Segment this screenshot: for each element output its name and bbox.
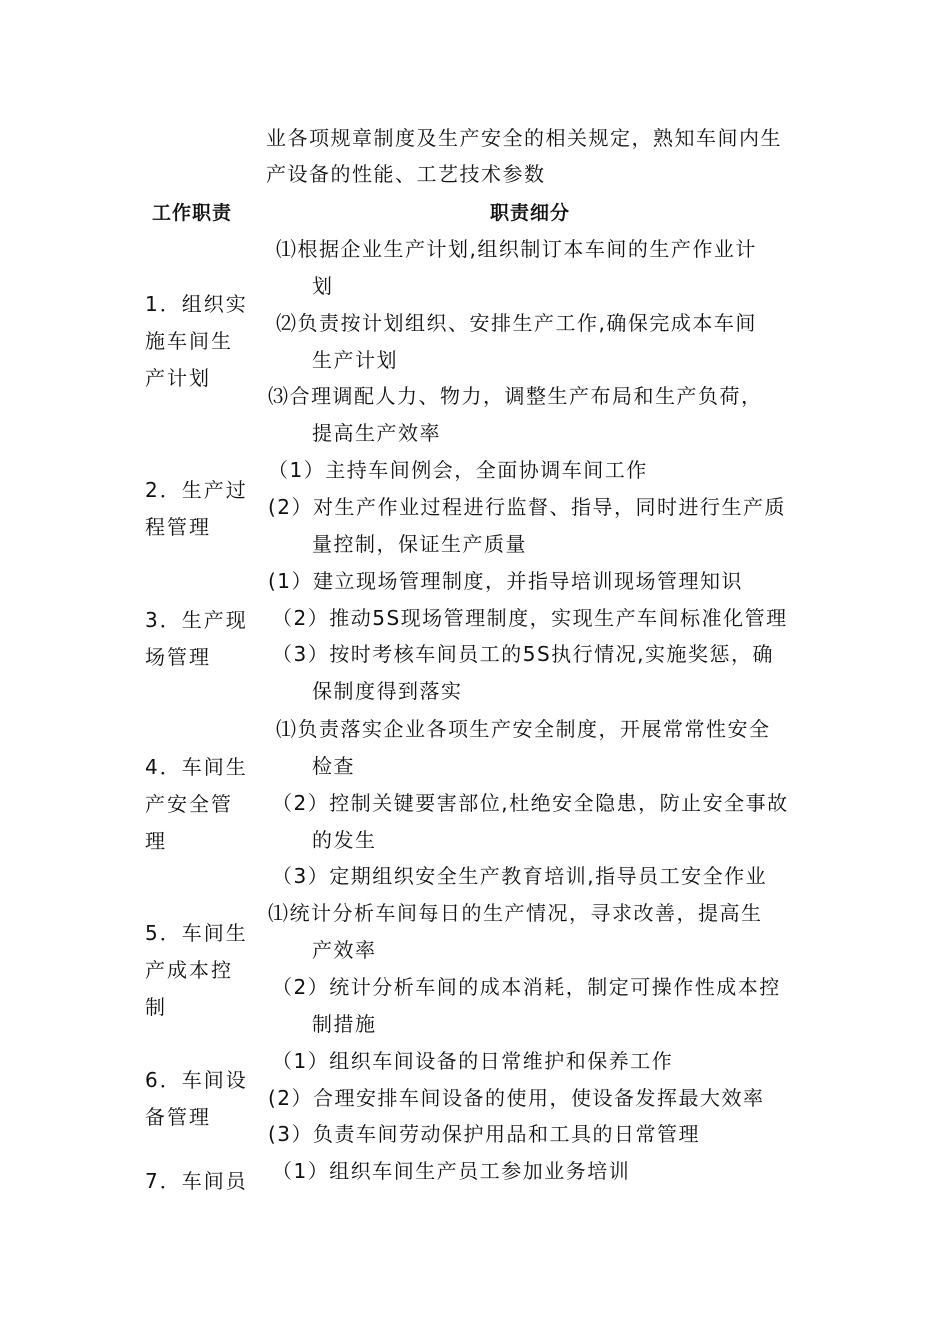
header-duty-details: 职责细分 [490, 202, 571, 224]
item-1-3: ⑶合理调配人力、物力，调整生产布局和生产负荷， [268, 384, 763, 408]
category-2 [145, 472, 253, 546]
item-3-3: （3）按时考核车间员工的5S执行情况,实施奖惩，确 [272, 642, 775, 666]
category-3 [145, 602, 253, 676]
intro-line-1: 业各项规章制度及生产安全的相关规定，熟知车间内生 [266, 126, 782, 150]
item-2-1: （1）主持车间例会，全面协调车间工作 [268, 458, 648, 482]
item-6-2: (2）合理安排车间设备的使用，使设备发挥最大效率 [268, 1086, 765, 1110]
category-4-line: 4．车间生 [145, 755, 248, 779]
item-6-1: （1）组织车间设备的日常维护和保养工作 [272, 1049, 674, 1073]
item-1-3-cont: 提高生产效率 [312, 421, 441, 445]
item-1-1-cont: 划 [312, 274, 334, 298]
item-3-2: （2）推动5S现场管理制度，实现生产车间标准化管理 [272, 606, 788, 630]
category-7 [145, 1163, 253, 1200]
item-5-2: （2）统计分析车间的成本消耗，制定可操作性成本控 [272, 975, 781, 999]
category-1 [145, 286, 253, 397]
item-6-3: (3）负责车间劳动保护用品和工具的日常管理 [268, 1122, 701, 1146]
item-1-2: ⑵负责按计划组织、安排生产工作,确保完成本车间 [276, 311, 757, 335]
category-3-line: 场管理 [145, 645, 211, 669]
header-duties: 工作职责 [152, 202, 233, 224]
category-3-line: 3．生产现 [145, 608, 248, 632]
category-1-line: 1．组织实 [145, 292, 248, 316]
category-4-line: 理 [145, 829, 167, 853]
item-3-3-cont: 保制度得到落实 [312, 679, 463, 703]
category-1-line: 施车间生 [145, 329, 233, 353]
item-4-2: （2）控制关键要害部位,杜绝安全隐患，防止安全事故 [272, 791, 789, 815]
item-4-1: ⑴负责落实企业各项生产安全制度，开展常常性安全 [276, 717, 771, 741]
item-5-1: ⑴统计分析车间每日的生产情况，寻求改善，提高生 [268, 901, 763, 925]
item-2-2-cont: 量控制，保证生产质量 [312, 532, 527, 556]
intro-line-2: 产设备的性能、工艺技术参数 [266, 162, 546, 186]
category-2-line: 程管理 [145, 515, 211, 539]
category-6-line: 备管理 [145, 1105, 211, 1129]
category-1-line: 产计划 [145, 366, 211, 390]
category-5-line: 产成本控 [145, 958, 233, 982]
category-7-line: 7．车间员 [145, 1169, 248, 1193]
category-5-line: 制 [145, 995, 167, 1019]
item-7-1: （1）组织车间生产员工参加业务培训 [272, 1159, 631, 1183]
category-6-line: 6．车间设 [145, 1068, 248, 1092]
item-1-1: ⑴根据企业生产计划,组织制订本车间的生产作业计 [276, 237, 757, 261]
item-4-2-cont: 的发生 [312, 828, 377, 852]
category-2-line: 2．生产过 [145, 478, 248, 502]
category-4-line: 产安全管 [145, 792, 233, 816]
item-1-2-cont: 生产计划 [312, 348, 398, 372]
category-6 [145, 1062, 253, 1136]
item-4-3: （3）定期组织安全生产教育培训,指导员工安全作业 [272, 864, 768, 888]
category-4 [145, 749, 253, 860]
item-5-1-cont: 产效率 [312, 938, 377, 962]
category-5 [145, 915, 253, 1026]
item-5-2-cont: 制措施 [312, 1012, 377, 1036]
item-4-1-cont: 检查 [312, 754, 355, 778]
item-2-2: (2）对生产作业过程进行监督、指导，同时进行生产质 [268, 495, 787, 519]
category-5-line: 5．车间生 [145, 921, 248, 945]
item-3-1: (1）建立现场管理制度，并指导培训现场管理知识 [268, 569, 744, 593]
